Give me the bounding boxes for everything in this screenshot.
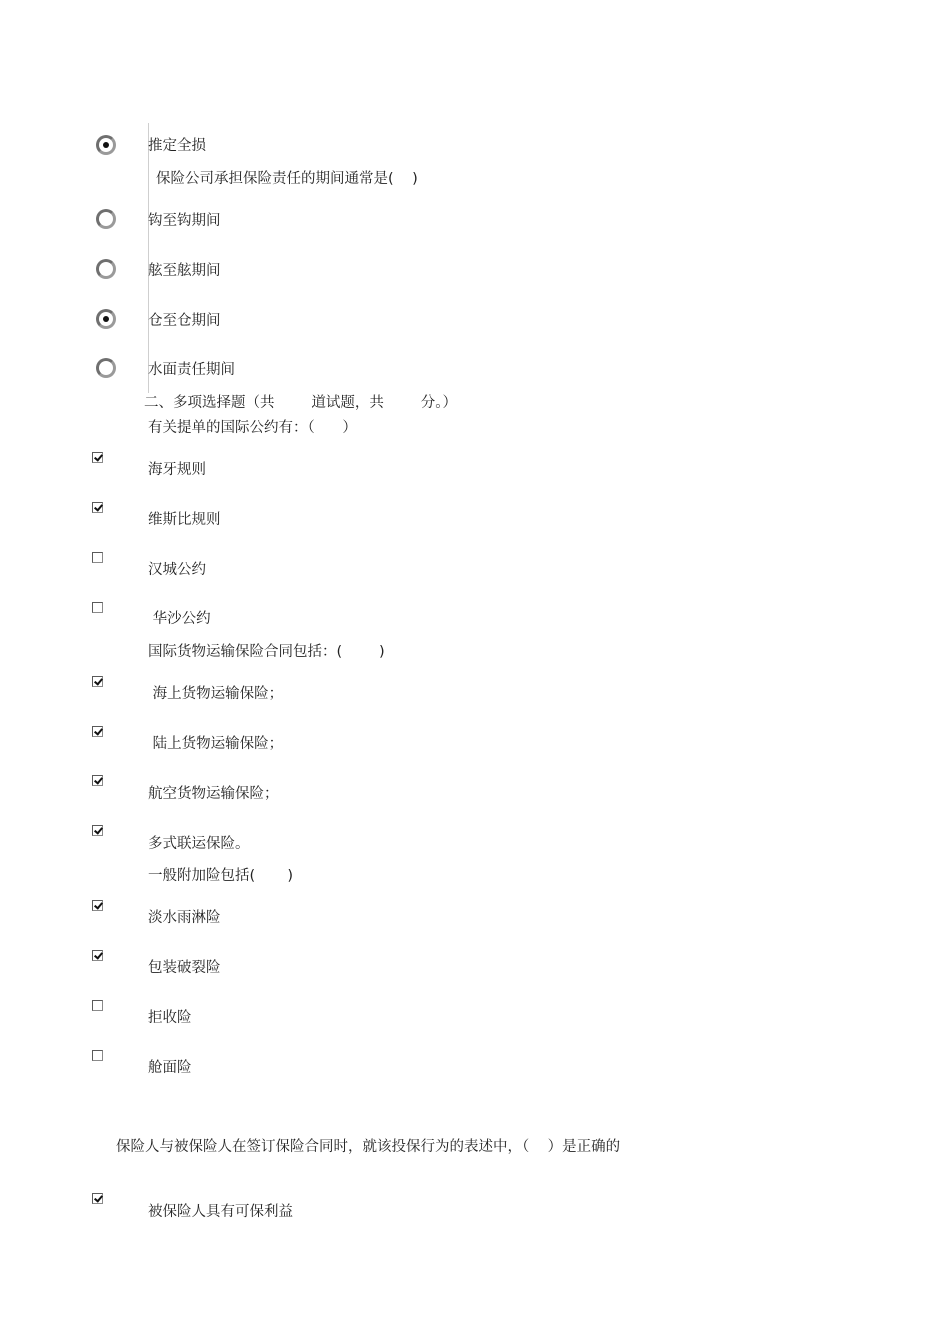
option-label: 被保险人具有可保利益 <box>148 1204 293 1220</box>
checkbox-q3-option-4[interactable] <box>92 825 103 836</box>
option-label: 包装破裂险 <box>148 960 221 976</box>
checkbox-q3-option-2[interactable] <box>92 726 103 737</box>
question-5-text: 保险人与被保险人在签订保险合同时，就该投保行为的表述中，（ ）是正确的 <box>116 1139 621 1155</box>
radio-option-1[interactable] <box>96 209 116 229</box>
option-label: 舷至舷期间 <box>148 263 221 279</box>
option-label: 华沙公约 <box>148 611 211 627</box>
checkbox-q2-option-2[interactable] <box>92 502 103 513</box>
option-label: 淡水雨淋险 <box>148 910 221 926</box>
checkbox-q4-option-3[interactable] <box>92 1000 103 1011</box>
question-1-text: 保险公司承担保险责任的期间通常是( ) <box>156 171 418 187</box>
question-3-text: 国际货物运输保险合同包括：( ) <box>148 644 385 660</box>
option-label: 多式联运保险。 <box>148 836 250 852</box>
checkbox-q4-option-2[interactable] <box>92 950 103 961</box>
checkbox-q3-option-1[interactable] <box>92 676 103 687</box>
radio-option-2[interactable] <box>96 259 116 279</box>
checkbox-q5-option-1[interactable] <box>92 1193 103 1204</box>
option-label: 海上货物运输保险； <box>148 686 284 702</box>
checkbox-q2-option-1[interactable] <box>92 452 103 463</box>
option-label: 拒收险 <box>148 1010 192 1026</box>
question-2-text: 有关提单的国际公约有：（ ） <box>148 420 357 436</box>
checkbox-q3-option-3[interactable] <box>92 775 103 786</box>
checkbox-q4-option-1[interactable] <box>92 900 103 911</box>
checkbox-q2-option-3[interactable] <box>92 552 103 563</box>
option-label: 仓至仓期间 <box>148 313 221 329</box>
option-label: 钩至钩期间 <box>148 213 221 229</box>
option-label: 舱面险 <box>148 1060 192 1076</box>
option-label: 航空货物运输保险； <box>148 786 279 802</box>
option-label: 陆上货物运输保险； <box>148 736 284 752</box>
section-heading: 二、多项选择题（共 道试题，共 分。） <box>144 395 457 411</box>
radio-option-4[interactable] <box>96 358 116 378</box>
option-label: 维斯比规则 <box>148 512 221 528</box>
radio-option-3[interactable] <box>96 309 116 329</box>
option-label: 推定全损 <box>148 138 206 154</box>
option-label: 海牙规则 <box>148 462 206 478</box>
question-4-text: 一般附加险包括( ) <box>148 868 294 884</box>
column-divider <box>148 123 149 393</box>
checkbox-q2-option-4[interactable] <box>92 602 103 613</box>
radio-prev-option[interactable] <box>96 135 116 155</box>
option-label: 汉城公约 <box>148 562 206 578</box>
checkbox-q4-option-4[interactable] <box>92 1050 103 1061</box>
option-label: 水面责任期间 <box>148 362 235 378</box>
